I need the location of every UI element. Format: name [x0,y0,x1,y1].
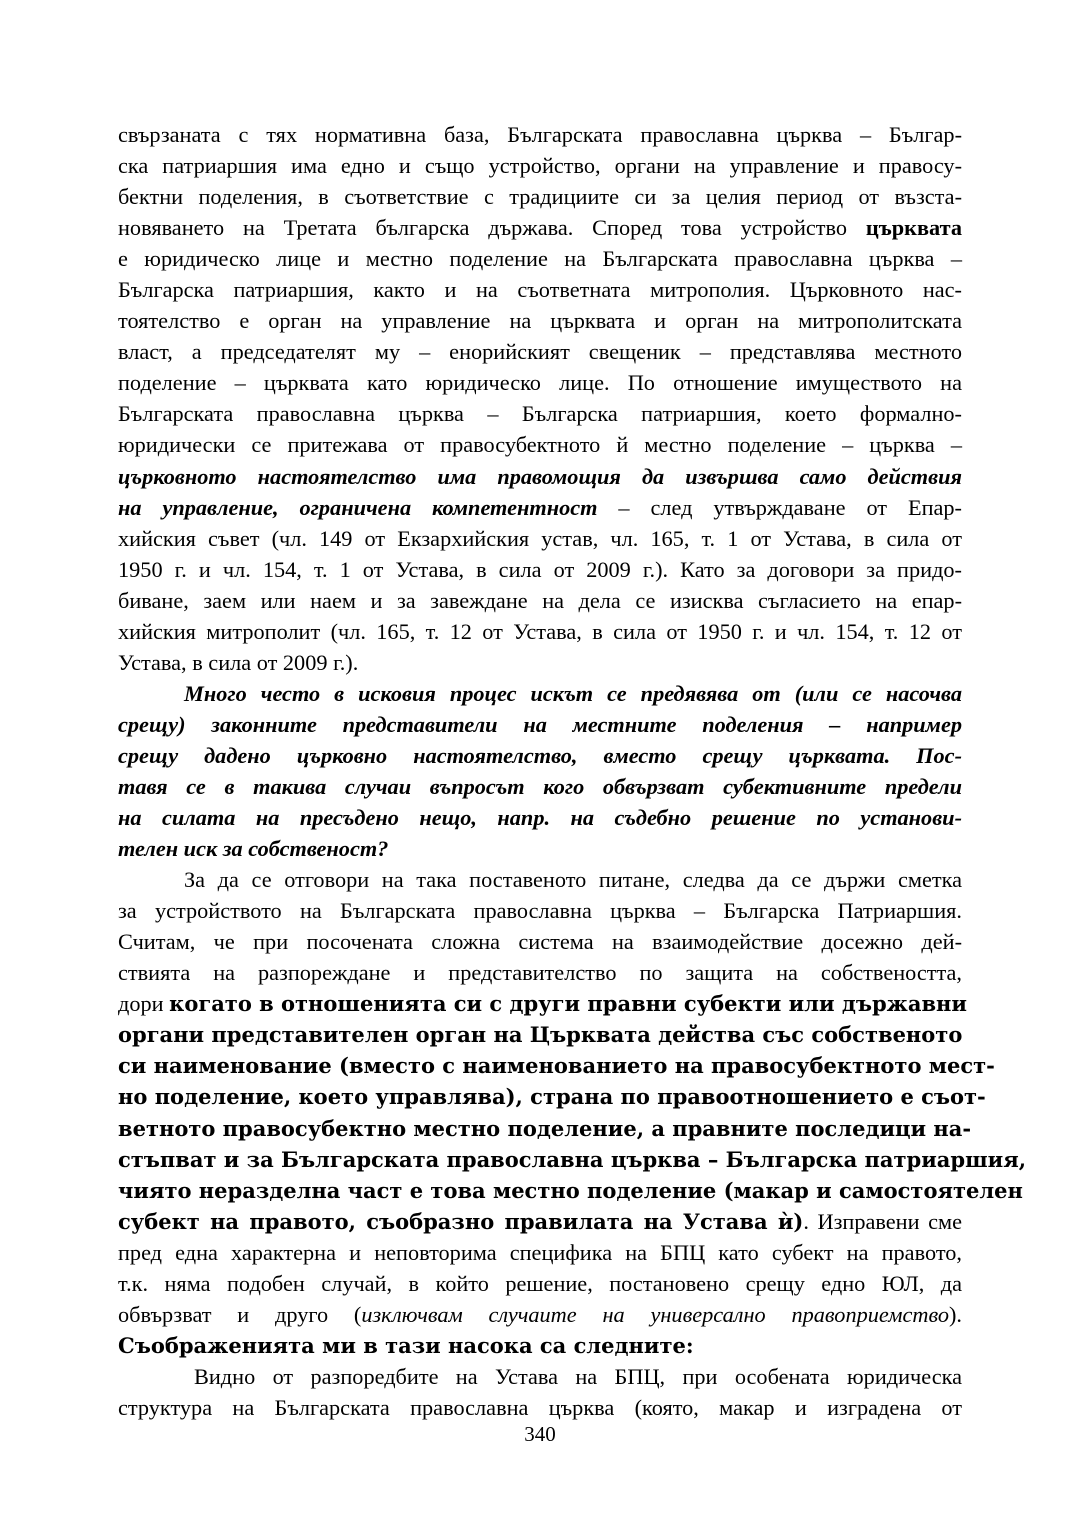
text-line: но поделение, което управлява), страна по правоотношението е съот- [118,1084,986,1110]
text-line: субект на правото, съобразно правилата на Устава ѝ). Изправени сме [118,1208,963,1234]
text-line: юридически се притежава от правосубектното й местно поделение – църква – [118,432,962,458]
text-line: тоятелство е орган на управление на църквата и орган на митрополитската [118,308,962,334]
text-line: ска патриаршия има едно и също устройство, органи на управление и правосу- [118,153,962,179]
text-line: Видно от разпоредбите на Устава на БПЦ, при особената юридическа [194,1363,962,1389]
text-line: хийския митрополит (чл. 165, т. 12 от Устава, в сила от 1950 г. и чл. 154, т. 12 от [118,618,962,644]
text-line: органи представителен орган на Църквата действа със собственото [118,1022,963,1048]
text-line: Българската православна църква – Българска патриаршия, което формално- [118,401,962,427]
text-line: на управление, ограничена компетентност – след утвърждаване от Епар- [118,494,962,520]
text-line: пред една характерна и неповторима специфика на БПЦ като субект на правото, [118,1239,962,1265]
text-line: власт, а председателят му – енорийският свещеник – представлява местното [118,339,962,365]
text-line: хийския съвет (чл. 149 от Екзархийския устав, чл. 165, т. 1 от Устава, в сила от [118,525,962,551]
text-line: 1950 г. и чл. 154, т. 1 от Устава, в сила от 2009 г.). Като за договори за придо- [118,556,962,582]
text-line: биване, заем или наем и за завеждане на дела се изисква съгласието на епар- [118,587,962,613]
text-line: структура на Българската православна църква (която, макар и изградена от [118,1394,962,1420]
text-line: обвързват и друго (изключвам случаите на универсално правоприемство). [118,1301,962,1327]
text-line: Съображенията ми в тази насока са следните: [118,1332,694,1358]
text-line: поделение – църквата като юридическо лице. По отношение имуществото на [118,370,962,396]
text-line: новяването на Третата българска държава. Според това устройство църквата [118,215,962,241]
text-line: тавя се в такива случаи въпросът кого обвързват субективните предели [118,773,962,799]
text-line: е юридическо лице и местно поделение на Българската православна църква – [118,246,962,272]
text-line: срещу дадено църковно настоятелство, вместо срещу църквата. Пос- [118,742,962,768]
text-line: ветното правосубектно местно поделение, а правните последици на- [118,1115,972,1141]
text-line: стъпват и за Българската православна църква – Българска патриаршия, [118,1146,1027,1172]
text-line: Устава, в сила от 2009 г.). [118,649,359,675]
text-line: църковното настоятелство има правомощия да извършва само действия [118,463,962,489]
text-line: Считам, че при посочената сложна система на взаимодействие досежно дей- [118,929,962,955]
text-line: свързаната с тях нормативна база, Българската православна църква – Българ- [118,122,962,147]
text-line: на силата на пресъдено нещо, напр. на съдебно решение по установи- [118,805,962,831]
text-line: си наименование (вместо с наименованието на правосубектното мест- [118,1053,995,1079]
text-line: телен иск за собственост? [118,836,389,862]
text-line: срещу) законните представители на местните поделения – например [118,711,962,737]
text-line: дори когато в отношенията си с други правни субекти или държавни [118,991,967,1017]
text-line: т.к. няма подобен случай, в който решение, постановено срещу едно ЮЛ, да [118,1270,962,1296]
text-line: бектни поделения, в съответствие с традициите си за целия период от възста- [118,184,962,210]
page-text-block [118,119,1027,1423]
page-number: 340 [524,1422,556,1446]
text-line: Българска патриаршия, както и на съответната митрополия. Църковното нас- [118,277,962,303]
text-line: за устройството на Българската православна църква – Българска Патриаршия. [118,898,962,924]
text-line: За да се отговори на така поставеното питане, следва да се държи сметка [184,867,962,893]
text-line: ствията на разпореждане и представителство по защита на собствеността, [118,960,962,986]
text-line: чиято неразделна част е това местно поделение (макар и самостоятелен [118,1177,1023,1203]
text-line: Много често в исковия процес искът се предявява от (или се насочва [184,680,962,706]
